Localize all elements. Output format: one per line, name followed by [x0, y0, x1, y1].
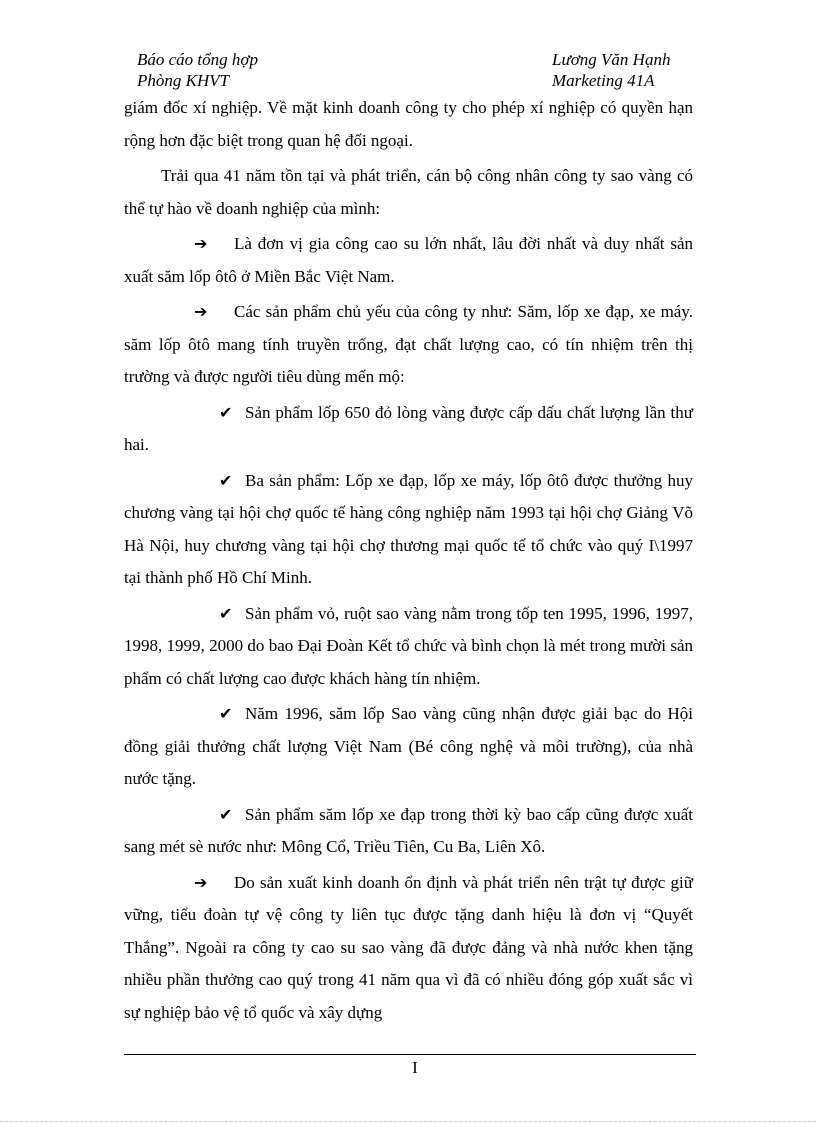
header-class: Marketing 41A [552, 71, 655, 90]
header-report-title: Báo cáo tổng hợp [137, 50, 258, 69]
check-item: ✔ Sản phẩm lốp 650 đỏ lòng vàng được cấp dấu chất lượng lần thư hai. [124, 397, 693, 462]
checkmark-icon: ✔ [219, 704, 233, 723]
paragraph-continuation: giám đốc xí nghiệp. Về mặt kinh doanh công ty cho phép xí nghiệp có quyền hạn rộng hơn đặc biệt trong quan hệ đối ngoại. [124, 98, 693, 150]
header-author: Lương Văn Hạnh [552, 50, 671, 69]
arrow-icon: ➔ [194, 234, 208, 253]
checkmark-icon: ✔ [219, 402, 233, 422]
check-item: ✔ Sản phẩm vỏ, ruột sao vàng nằm trong tốp ten 1995, 1996, 1997, 1998, 1999, 2000 do bao Đại Đoàn Kết tổ chức và bình chọn là mét trong mười sản phẩm có chất lượng cao được khách hàng tín nhiệm. [124, 598, 693, 696]
paragraph-intro: Trải qua 41 năm tồn tại và phát triển, cán bộ công nhân công ty sao vàng có thể tự hào về doanh nghiệp của mình: [124, 166, 693, 218]
check-item: ✔ Ba sản phẩm: Lốp xe đạp, lốp xe máy, lốp ôtô được thưởng huy chương vàng tại hội chợ quốc tế hàng công nghiệp năm 1993 tại hội chợ Giảng Võ Hà Nội, huy chương vàng tại hội chợ thương mại quốc tế tổ chức vào quý I\1997 tại thành phố Hồ Chí Minh. [124, 465, 693, 595]
arrow-icon: ➔ [194, 872, 208, 892]
check-item: ✔ Năm 1996, săm lốp Sao vàng cũng nhận được giải bạc do Hội đồng giải thưởng chất lượng Việt Nam (Bé công nghệ và môi trường), của nhà nước tặng. [124, 698, 693, 796]
arrow-icon: ➔ [194, 302, 208, 321]
arrow-item: ➔ Do sản xuất kinh doanh ổn định và phát triển nên trật tự được giữ vững, tiểu đoàn tự vệ công ty liên tục được tặng danh hiệu là đơn vị “Quyết Thắng”. Ngoài ra công ty cao su sao vàng đã được đảng và nhà nước khen tặng nhiều phần thưởng cao quý trong 41 năm qua vì đã có nhiều đóng góp xuất sắc vì sự nghiệp bảo vệ tổ quốc và xây dựng [124, 867, 693, 1030]
page-break-line [0, 1121, 816, 1122]
checkmark-icon: ✔ [219, 603, 233, 623]
header-department: Phòng KHVT [137, 71, 230, 90]
header-right [552, 49, 670, 91]
header-left [137, 49, 258, 91]
check-item: ✔ Sản phẩm săm lốp xe đạp trong thời kỳ bao cấp cũng được xuất sang mét sè nước như: Mông Cổ, Triều Tiên, Cu Ba, Liên Xô. [124, 799, 693, 864]
checkmark-icon: ✔ [219, 470, 233, 490]
page-number: I [412, 1058, 418, 1077]
footer-rule [124, 1054, 696, 1055]
arrow-item: ➔ Là đơn vị gia công cao su lớn nhất, lâu đời nhất và duy nhất sản xuất săm lốp ôtô ở Miền Bắc Việt Nam. [124, 228, 693, 293]
arrow-item: ➔ Các sản phẩm chủ yếu của công ty như: Săm, lốp xe đạp, xe máy. săm lốp ôtô mang tính truyền trống, đạt chất lượng cao, có tín nhiệm trên thị trường và được người tiêu dùng mến mộ: [124, 296, 693, 394]
document-body [124, 92, 693, 1029]
checkmark-icon: ✔ [219, 804, 233, 824]
